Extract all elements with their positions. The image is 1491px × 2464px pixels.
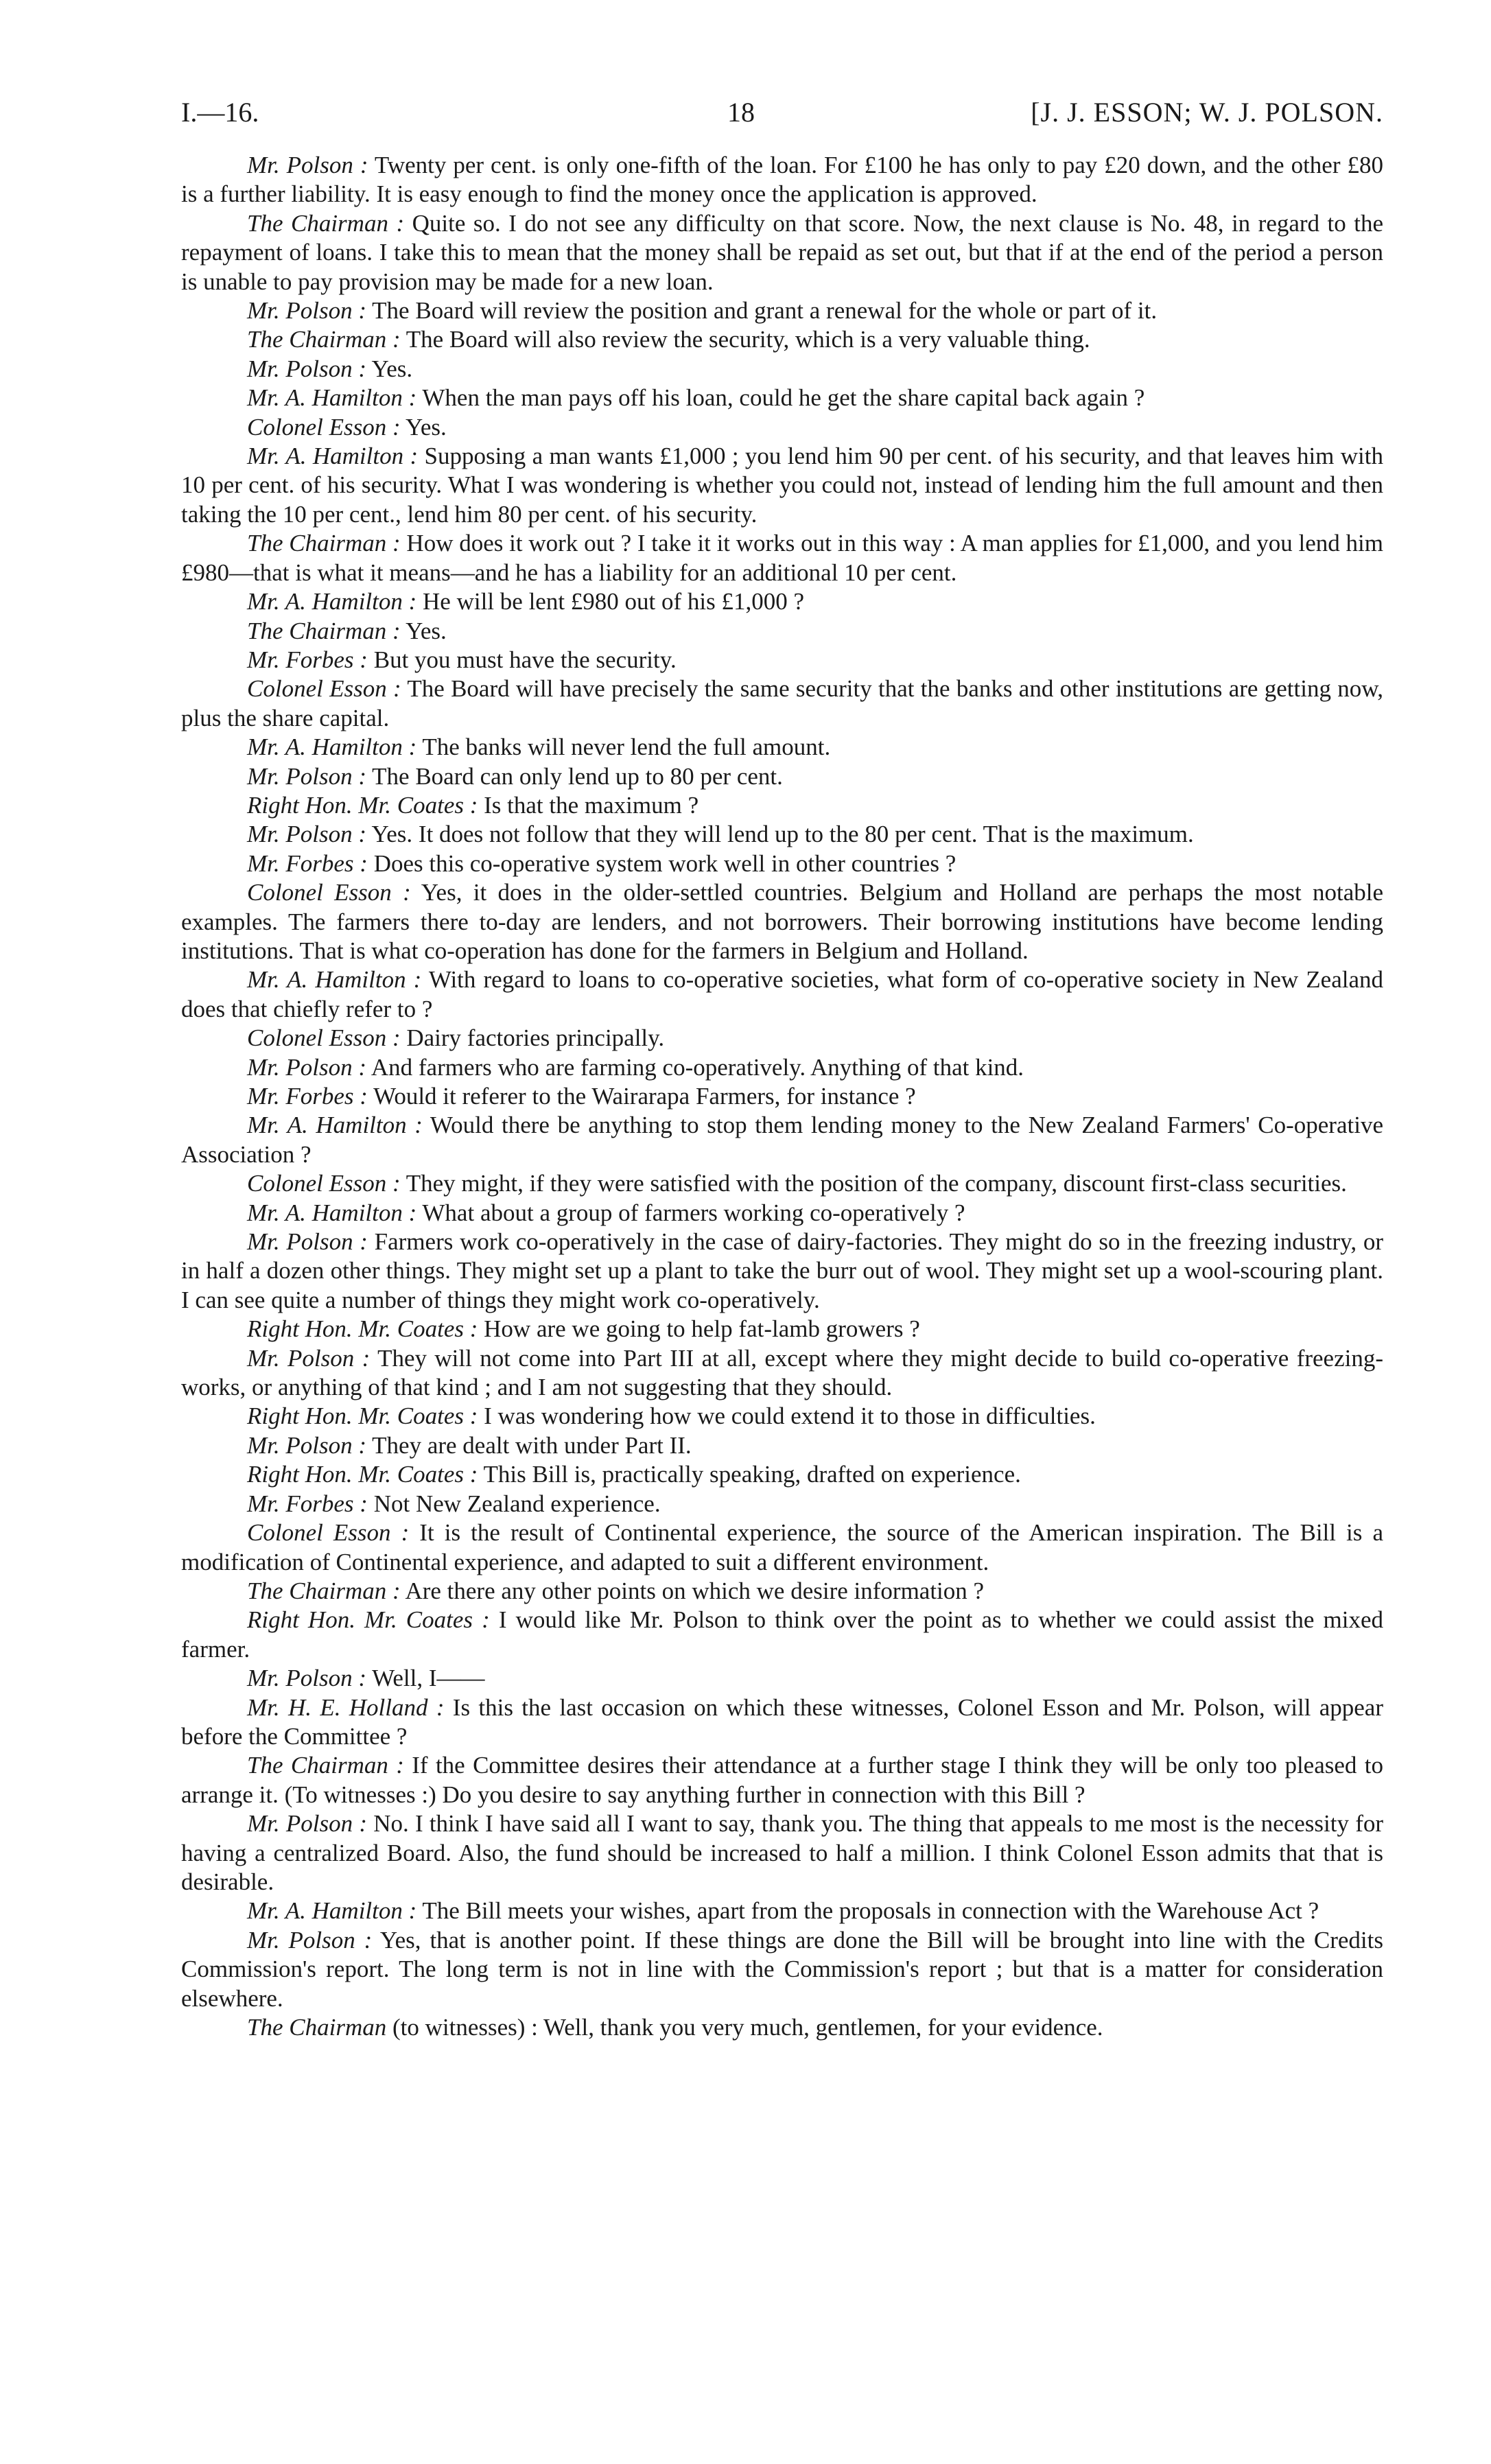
transcript-paragraph xyxy=(181,1169,1383,1198)
speech-text: If the Committee desires their attendance at a further stage I think they will be only too pleased to arrange it. (To witnesses :) Do you desire to say anything further in connection with this Bill ? xyxy=(181,1752,1384,1808)
speaker-name: Mr. Polson : xyxy=(247,1810,367,1838)
transcript-paragraph xyxy=(181,442,1383,529)
speaker-name: The Chairman : xyxy=(247,326,401,353)
speaker-name: The Chairman xyxy=(247,2014,387,2041)
speaker-name: Mr. A. Hamilton : xyxy=(247,1199,417,1226)
speaker-name: Right Hon. Mr. Coates : xyxy=(247,1606,490,1634)
transcript-paragraph xyxy=(181,1111,1383,1169)
speaker-name: The Chairman : xyxy=(247,209,405,237)
transcript-paragraph xyxy=(181,1460,1383,1489)
speech-text: And farmers who are farming co-operatively. Anything of that kind. xyxy=(366,1053,1024,1081)
transcript-paragraph xyxy=(181,878,1383,965)
speech-text: Supposing a man wants £1,000 ; you lend him 90 per cent. of his security, and that leaves him with 10 per cent. of his security. What I was wondering is whether you could not, instead of lending him the full amount and then taking the 10 per cent., lend him 80 per cent. of his security. xyxy=(181,443,1383,528)
speaker-name: Mr. Polson : xyxy=(247,152,368,178)
speech-text: Not New Zealand experience. xyxy=(367,1490,661,1517)
transcript-paragraph xyxy=(181,762,1383,791)
speaker-name: Mr. A. Hamilton : xyxy=(247,384,417,412)
transcript-paragraph xyxy=(181,355,1383,384)
speech-text: They will not come into Part III at all, except where they might decide to build co-operative freezing-works, or anything of that kind ; and I am not suggesting that they should. xyxy=(181,1344,1383,1401)
speech-text: I would like Mr. Polson to think over the point as to whether we could assist the mixed farmer. xyxy=(181,1606,1383,1663)
speech-text: Would it referer to the Wairarapa Farmers, for instance ? xyxy=(367,1083,916,1110)
transcript-paragraph xyxy=(181,617,1383,646)
transcript-paragraph xyxy=(181,646,1383,674)
speaker-name: Right Hon. Mr. Coates : xyxy=(247,1461,478,1488)
speech-text: With regard to loans to co-operative societies, what form of co-operative society in New Zealand does that chiefly refer to ? xyxy=(181,966,1383,1022)
speaker-name: Mr. A. Hamilton : xyxy=(247,966,422,994)
transcript-paragraph xyxy=(181,296,1383,325)
speaker-name: Mr. Polson : xyxy=(247,355,367,382)
speech-text: Yes, it does in the older-settled countries. Belgium and Holland are perhaps the most notable examples. The farmers there to-day are lenders, and not borrowers. Their borrowing institutions have become lending institutions. That is what co-operation has done for the farmers in Belgium and Holland. xyxy=(181,879,1384,964)
transcript-paragraph xyxy=(181,1693,1383,1752)
transcript-paragraph xyxy=(181,1897,1383,1925)
speaker-name: Mr. A. Hamilton : xyxy=(247,443,419,470)
transcript-paragraph xyxy=(181,1490,1383,1518)
transcript-paragraph xyxy=(181,209,1383,296)
speech-text: Would there be anything to stop them lending money to the New Zealand Farmers' Co-operative Association ? xyxy=(181,1112,1383,1168)
transcript-paragraph xyxy=(181,1431,1383,1460)
speech-text: Farmers work co-operatively in the case of dairy-factories. They might do so in the freezing industry, or in half a dozen other things. They might set up a plant to take the burr out of wool. They might set up a wool-scouring plant. I can see quite a number of things they might work co-operatively. xyxy=(181,1228,1383,1313)
speaker-name: The Chairman : xyxy=(247,1752,404,1779)
speaker-name: Mr. Polson : xyxy=(247,762,367,790)
speech-text: The Board can only lend up to 80 per cent. xyxy=(366,762,783,790)
speaker-name: Right Hon. Mr. Coates : xyxy=(247,1315,478,1343)
speaker-name: Mr. Polson : xyxy=(247,1053,367,1081)
transcript-paragraph xyxy=(181,1926,1383,2013)
transcript-paragraph xyxy=(181,1577,1383,1606)
speech-text: Is this the last occasion on which these witnesses, Colonel Esson and Mr. Polson, will appear before the Committee ? xyxy=(181,1693,1384,1750)
speech-text: The Board will have precisely the same security that the banks and other institutions are getting now, plus the share capital. xyxy=(181,675,1383,731)
speaker-name: Right Hon. Mr. Coates : xyxy=(247,1403,478,1430)
transcript-paragraph xyxy=(181,1664,1383,1693)
document-page xyxy=(181,96,1383,2042)
speaker-name: Colonel Esson : xyxy=(247,1024,401,1052)
speech-text: Twenty per cent. is only one-fifth of the loan. For £100 he has only to pay £20 down, and the other £80 is a further liability. It is easy enough to find the money once the application is approved. xyxy=(181,152,1383,208)
transcript-paragraph xyxy=(181,151,1383,209)
speech-text: How are we going to help fat-lamb growers ? xyxy=(478,1315,920,1343)
speaker-name: Colonel Esson : xyxy=(247,1519,410,1547)
speech-text: Dairy factories principally. xyxy=(400,1024,665,1052)
speaker-name: Colonel Esson : xyxy=(247,675,401,703)
speech-text: No. I think I have said all I want to say, thank you. The thing that appeals to me most is the necessity for having a centralized Board. Also, the fund should be increased to half a million. I think Colonel Esson admits that that is desirable. xyxy=(181,1810,1383,1895)
transcript-paragraph xyxy=(181,733,1383,762)
transcript-paragraph xyxy=(181,413,1383,442)
speech-text: Quite so. I do not see any difficulty on that score. Now, the next clause is No. 48, in regard to the repayment of loans. I take this to mean that the money shall be repaid as set out, but that if at the end of the period a person is unable to pay provision may be made for a new loan. xyxy=(181,209,1384,295)
speaker-name: Mr. A. Hamilton : xyxy=(247,1897,417,1925)
transcript-paragraph xyxy=(181,791,1383,820)
speaker-name: Colonel Esson : xyxy=(247,879,411,906)
speech-text: Are there any other points on which we desire information ? xyxy=(400,1577,985,1604)
speech-text: They are dealt with under Part II. xyxy=(366,1431,692,1459)
transcript-paragraph xyxy=(181,529,1383,587)
speech-text: Is that the maximum ? xyxy=(478,791,699,819)
speaker-name: Mr. Forbes : xyxy=(247,1083,368,1110)
evidence-transcript xyxy=(181,151,1383,2042)
transcript-paragraph xyxy=(181,1402,1383,1431)
transcript-paragraph xyxy=(181,1344,1383,1403)
transcript-paragraph xyxy=(181,1199,1383,1228)
speech-text: When the man pays off his loan, could he get the share capital back again ? xyxy=(416,384,1145,412)
speaker-name: Mr. A. Hamilton : xyxy=(247,588,417,615)
speech-text: Yes. xyxy=(400,413,447,441)
speaker-name: Mr. Polson : xyxy=(247,1228,368,1256)
transcript-paragraph xyxy=(181,325,1383,354)
page-number: 18 xyxy=(727,97,755,128)
transcript-paragraph xyxy=(181,1809,1383,1897)
speech-text: How does it work out ? I take it it works out in this way : A man applies for £1,000, and you lend him £980—that is what it means—and he has a liability for an additional 10 per cent. xyxy=(181,530,1383,586)
transcript-paragraph xyxy=(181,1053,1383,1082)
speech-text: Yes. xyxy=(366,355,413,382)
speaker-name: Colonel Esson : xyxy=(247,1170,401,1197)
speaker-name: Mr. Polson : xyxy=(247,297,367,325)
transcript-paragraph xyxy=(181,384,1383,412)
speech-text: Does this co-operative system work well in other countries ? xyxy=(367,849,956,877)
speaker-name: Mr. Forbes : xyxy=(247,1490,368,1517)
speaker-name: Mr. Polson : xyxy=(247,821,367,848)
speech-text: Well, I—— xyxy=(366,1665,485,1692)
transcript-paragraph xyxy=(181,1606,1383,1664)
speaker-name: Mr. Polson : xyxy=(247,1926,373,1953)
speaker-name: The Chairman : xyxy=(247,1577,401,1604)
speech-text: This Bill is, practically speaking, drafted on experience. xyxy=(478,1461,1021,1488)
speaker-name: Mr. Polson : xyxy=(247,1344,371,1372)
speech-text: But you must have the security. xyxy=(367,646,677,673)
page-header xyxy=(181,96,1383,143)
speaker-name: Mr. A. Hamilton : xyxy=(247,1112,423,1139)
parliamentary-paper-reference: I.—16. xyxy=(181,97,259,128)
transcript-paragraph xyxy=(181,1751,1383,1809)
speaker-name: Right Hon. Mr. Coates : xyxy=(247,791,478,819)
speech-text: He will be lent £980 out of his £1,000 ? xyxy=(416,588,805,615)
speaker-name: The Chairman : xyxy=(247,530,401,557)
transcript-paragraph xyxy=(181,965,1383,1024)
speaker-name: Mr. H. E. Holland : xyxy=(247,1693,445,1721)
speech-text: The Bill meets your wishes, apart from the proposals in connection with the Warehouse Act ? xyxy=(416,1897,1319,1925)
speech-text: Yes. xyxy=(400,617,447,644)
speaker-name: Mr. Polson : xyxy=(247,1431,367,1459)
speech-text: The Board will review the position and grant a renewal for the whole or part of it. xyxy=(366,297,1158,325)
witness-names: [J. J. ESSON; W. J. POLSON. xyxy=(1031,97,1383,128)
transcript-paragraph xyxy=(181,820,1383,849)
speaker-name: Mr. A. Hamilton : xyxy=(247,734,417,761)
transcript-paragraph xyxy=(181,1024,1383,1053)
speech-text: I was wondering how we could extend it to those in difficulties. xyxy=(478,1403,1096,1430)
speech-text: It is the result of Continental experience, the source of the American inspiration. The Bill is a modification of Continental experience, and adapted to suit a different environment. xyxy=(181,1519,1383,1575)
speech-text: (to witnesses) : Well, thank you very much, gentlemen, for your evidence. xyxy=(386,2014,1103,2041)
speaker-name: Mr. Forbes : xyxy=(247,646,368,673)
transcript-paragraph xyxy=(181,2013,1383,2042)
transcript-paragraph xyxy=(181,1315,1383,1344)
speech-text: The Board will also review the security, which is a very valuable thing. xyxy=(400,326,1090,353)
transcript-paragraph xyxy=(181,674,1383,733)
transcript-paragraph xyxy=(181,1518,1383,1577)
speech-text: They might, if they were satisfied with the position of the company, discount first-class securities. xyxy=(400,1170,1347,1197)
speaker-name: Colonel Esson : xyxy=(247,413,401,441)
transcript-paragraph xyxy=(181,849,1383,878)
speech-text: What about a group of farmers working co-operatively ? xyxy=(416,1199,965,1226)
speaker-name: Mr. Forbes : xyxy=(247,849,368,877)
transcript-paragraph xyxy=(181,1228,1383,1315)
speaker-name: Mr. Polson : xyxy=(247,1665,367,1692)
transcript-paragraph xyxy=(181,1082,1383,1111)
speech-text: Yes. It does not follow that they will lend up to the 80 per cent. That is the maximum. xyxy=(366,821,1194,848)
speech-text: The banks will never lend the full amount. xyxy=(416,734,831,761)
speech-text: Yes, that is another point. If these things are done the Bill will be brought into line with the Credits Commission's report. The long term is not in line with the Commission's report ; but that is a matter for consideration elsewhere. xyxy=(181,1926,1384,2012)
speaker-name: The Chairman : xyxy=(247,617,401,644)
transcript-paragraph xyxy=(181,587,1383,616)
